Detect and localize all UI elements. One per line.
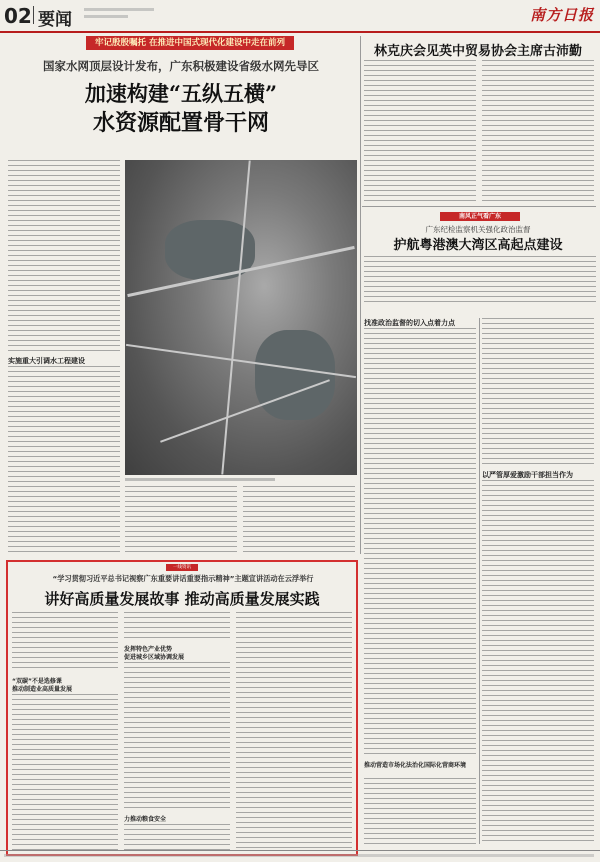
photo-caption (125, 478, 275, 481)
body-text (482, 480, 594, 844)
body-text (482, 318, 594, 466)
right-top-title: 林克庆会见英中贸易协会主席古沛勤 (373, 44, 582, 59)
footer-text (4, 854, 594, 857)
subhead: 促进城乡区域协调发展 (124, 654, 185, 661)
footer-rule (0, 850, 600, 851)
subhead: 推动制造业高质量发展 (12, 686, 73, 693)
masthead-meta-line (84, 15, 128, 18)
body-text (236, 612, 352, 850)
section-rule (362, 206, 596, 207)
body-text (364, 778, 476, 844)
body-text (482, 60, 594, 202)
section-name: 要闻 (38, 10, 72, 30)
body-text (364, 60, 476, 202)
body-text (124, 824, 230, 850)
red-banner: 牢记殷殷嘱托 在推进中国式现代化建设中走在前列 (86, 36, 294, 50)
page-number: 02 (4, 4, 32, 28)
subhead: 推动营造市场化法治化国际化营商环境 (364, 762, 467, 769)
subhead: 以严管厚爱激励干部担当作为 (482, 471, 573, 479)
masthead-rule (0, 31, 600, 33)
feature-title: 讲好高质量发展故事 推动高质量发展实践 (44, 590, 320, 608)
feature-kicker: “学习贯彻习近平总书记视察广东重要讲话重要指示精神”主题宣讲活动在云浮举行 (52, 574, 314, 583)
subhead: 实施重大引调水工程建设 (8, 357, 85, 365)
headline-line-2: 水资源配置骨干网 (92, 110, 269, 136)
feature-tag: 一线资讯 (166, 564, 198, 571)
body-text (364, 328, 476, 754)
article-kicker: 国家水网顶层设计发布，广东积极建设省级水网先导区 (43, 59, 319, 73)
column-divider (360, 36, 361, 554)
body-text (243, 486, 355, 554)
subhead: 找准政治监督的切入点着力点 (364, 319, 455, 327)
column-divider (479, 318, 480, 844)
newspaper-logo: 南方日报 (529, 6, 594, 24)
body-text (8, 160, 120, 352)
masthead-meta-line (84, 8, 154, 11)
aerial-photo (125, 160, 357, 475)
subhead: 力推动粮食安全 (124, 816, 167, 823)
subhead: “双碳”不是选修课 (12, 678, 62, 685)
body-text (8, 366, 120, 554)
subhead: 发挥特色产业优势 (124, 646, 173, 653)
right-mid-subtitle: 广东纪检监察机关强化政治监督 (425, 225, 531, 234)
headline-line-1: 加速构建“五纵五横” (84, 81, 278, 106)
body-text (124, 662, 230, 810)
right-mid-title: 护航粤港澳大湾区高起点建设 (393, 238, 563, 253)
column-tag: 南风正气看广东 (440, 212, 520, 221)
body-text (12, 612, 118, 672)
masthead-divider (33, 6, 34, 24)
body-text (124, 612, 230, 640)
body-text (364, 256, 596, 306)
body-text (12, 694, 118, 850)
body-text (125, 486, 237, 554)
